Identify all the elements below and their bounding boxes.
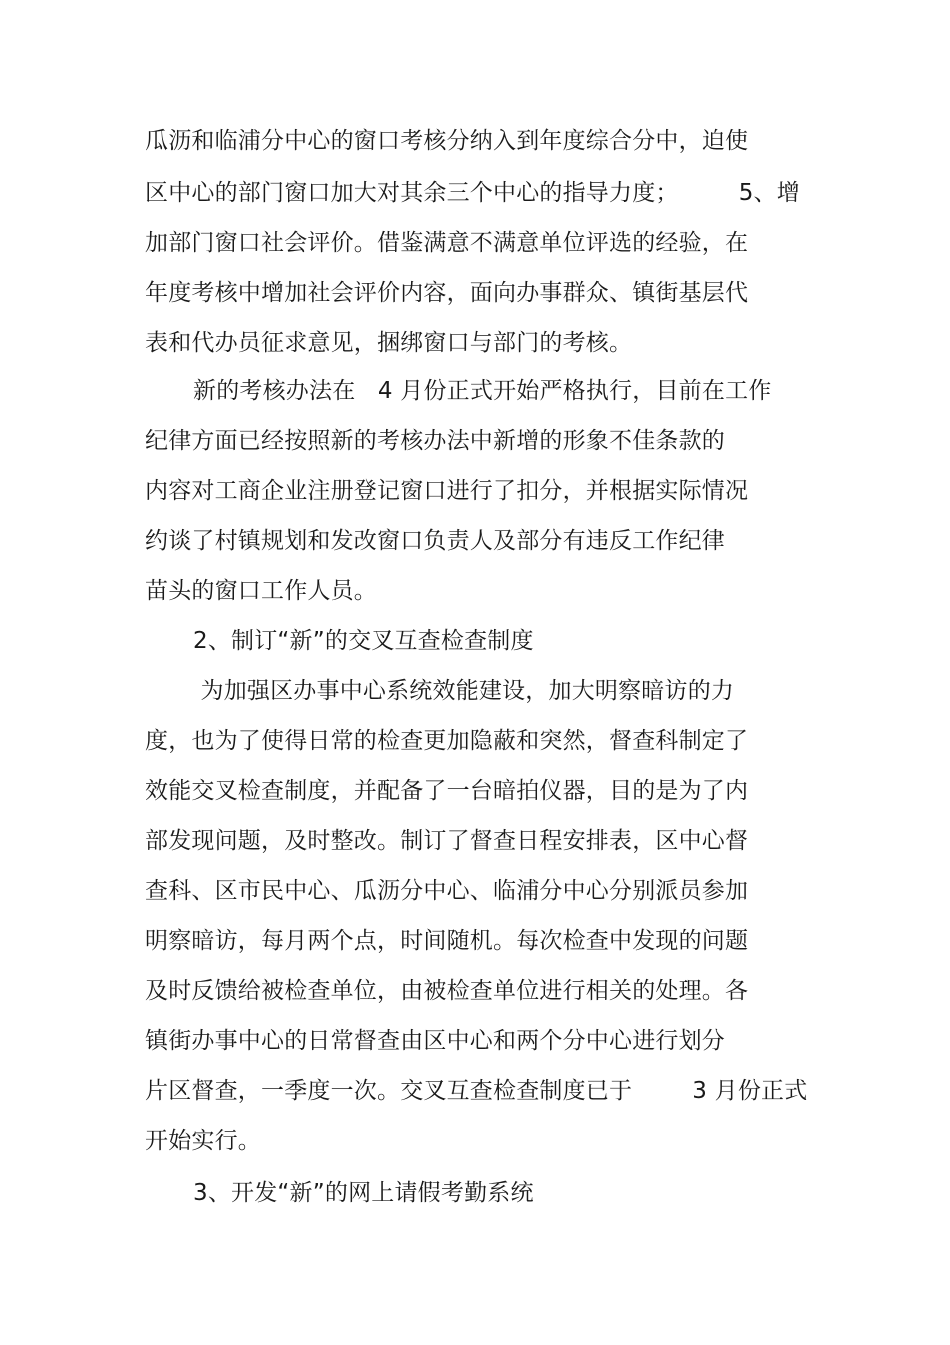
text-line: 度，也为了使得日常的检查更加隐蔽和突然，督查科制定了 — [145, 728, 749, 754]
text-line: 加部门窗口社会评价。借鉴满意不满意单位评选的经验，在 — [145, 230, 749, 256]
text-line: 内容对工商企业注册登记窗口进行了扣分，并根据实际情况 — [145, 478, 749, 504]
text-line: 镇街办事中心的日常督查由区中心和两个分中心进行划分 — [145, 1028, 725, 1054]
text-line: 片区督查，一季度一次。交叉互查检查制度已于 3 月份正式 — [145, 1078, 808, 1104]
text-line: 表和代办员征求意见，捆绑窗口与部门的考核。 — [145, 330, 633, 356]
text-line: 及时反馈给被检查单位，由被检查单位进行相关的处理。各 — [145, 978, 749, 1004]
text-line: 部发现问题，及时整改。制订了督查日程安排表，区中心督 — [145, 828, 749, 854]
paragraph-start-line: 新的考核办法在 4 月份正式开始严格执行，目前在工作 — [193, 378, 772, 404]
text-line: 年度考核中增加社会评价内容，面向办事群众、镇街基层代 — [145, 280, 749, 306]
text-line: 纪律方面已经按照新的考核办法中新增的形象不佳条款的 — [145, 428, 725, 454]
text-line: 区中心的部门窗口加大对其余三个中心的指导力度； 5、增 — [145, 180, 800, 206]
text-line: 效能交叉检查制度，并配备了一台暗拍仪器，目的是为了内 — [145, 778, 749, 804]
text-line: 苗头的窗口工作人员。 — [145, 578, 377, 604]
paragraph-start-line: 为加强区办事中心系统效能建设，加大明察暗访的力 — [193, 678, 735, 704]
text-line: 明察暗访，每月两个点，时间随机。每次检查中发现的问题 — [145, 928, 749, 954]
section-heading: 2、制订“新”的交叉互查检查制度 — [193, 628, 534, 654]
text-line: 查科、区市民中心、瓜沥分中心、临浦分中心分别派员参加 — [145, 878, 749, 904]
text-line: 开始实行。 — [145, 1128, 261, 1154]
text-line: 瓜沥和临浦分中心的窗口考核分纳入到年度综合分中，迫使 — [145, 128, 749, 154]
text-line: 约谈了村镇规划和发改窗口负责人及部分有违反工作纪律 — [145, 528, 725, 554]
section-heading: 3、开发“新”的网上请假考勤系统 — [193, 1180, 534, 1206]
